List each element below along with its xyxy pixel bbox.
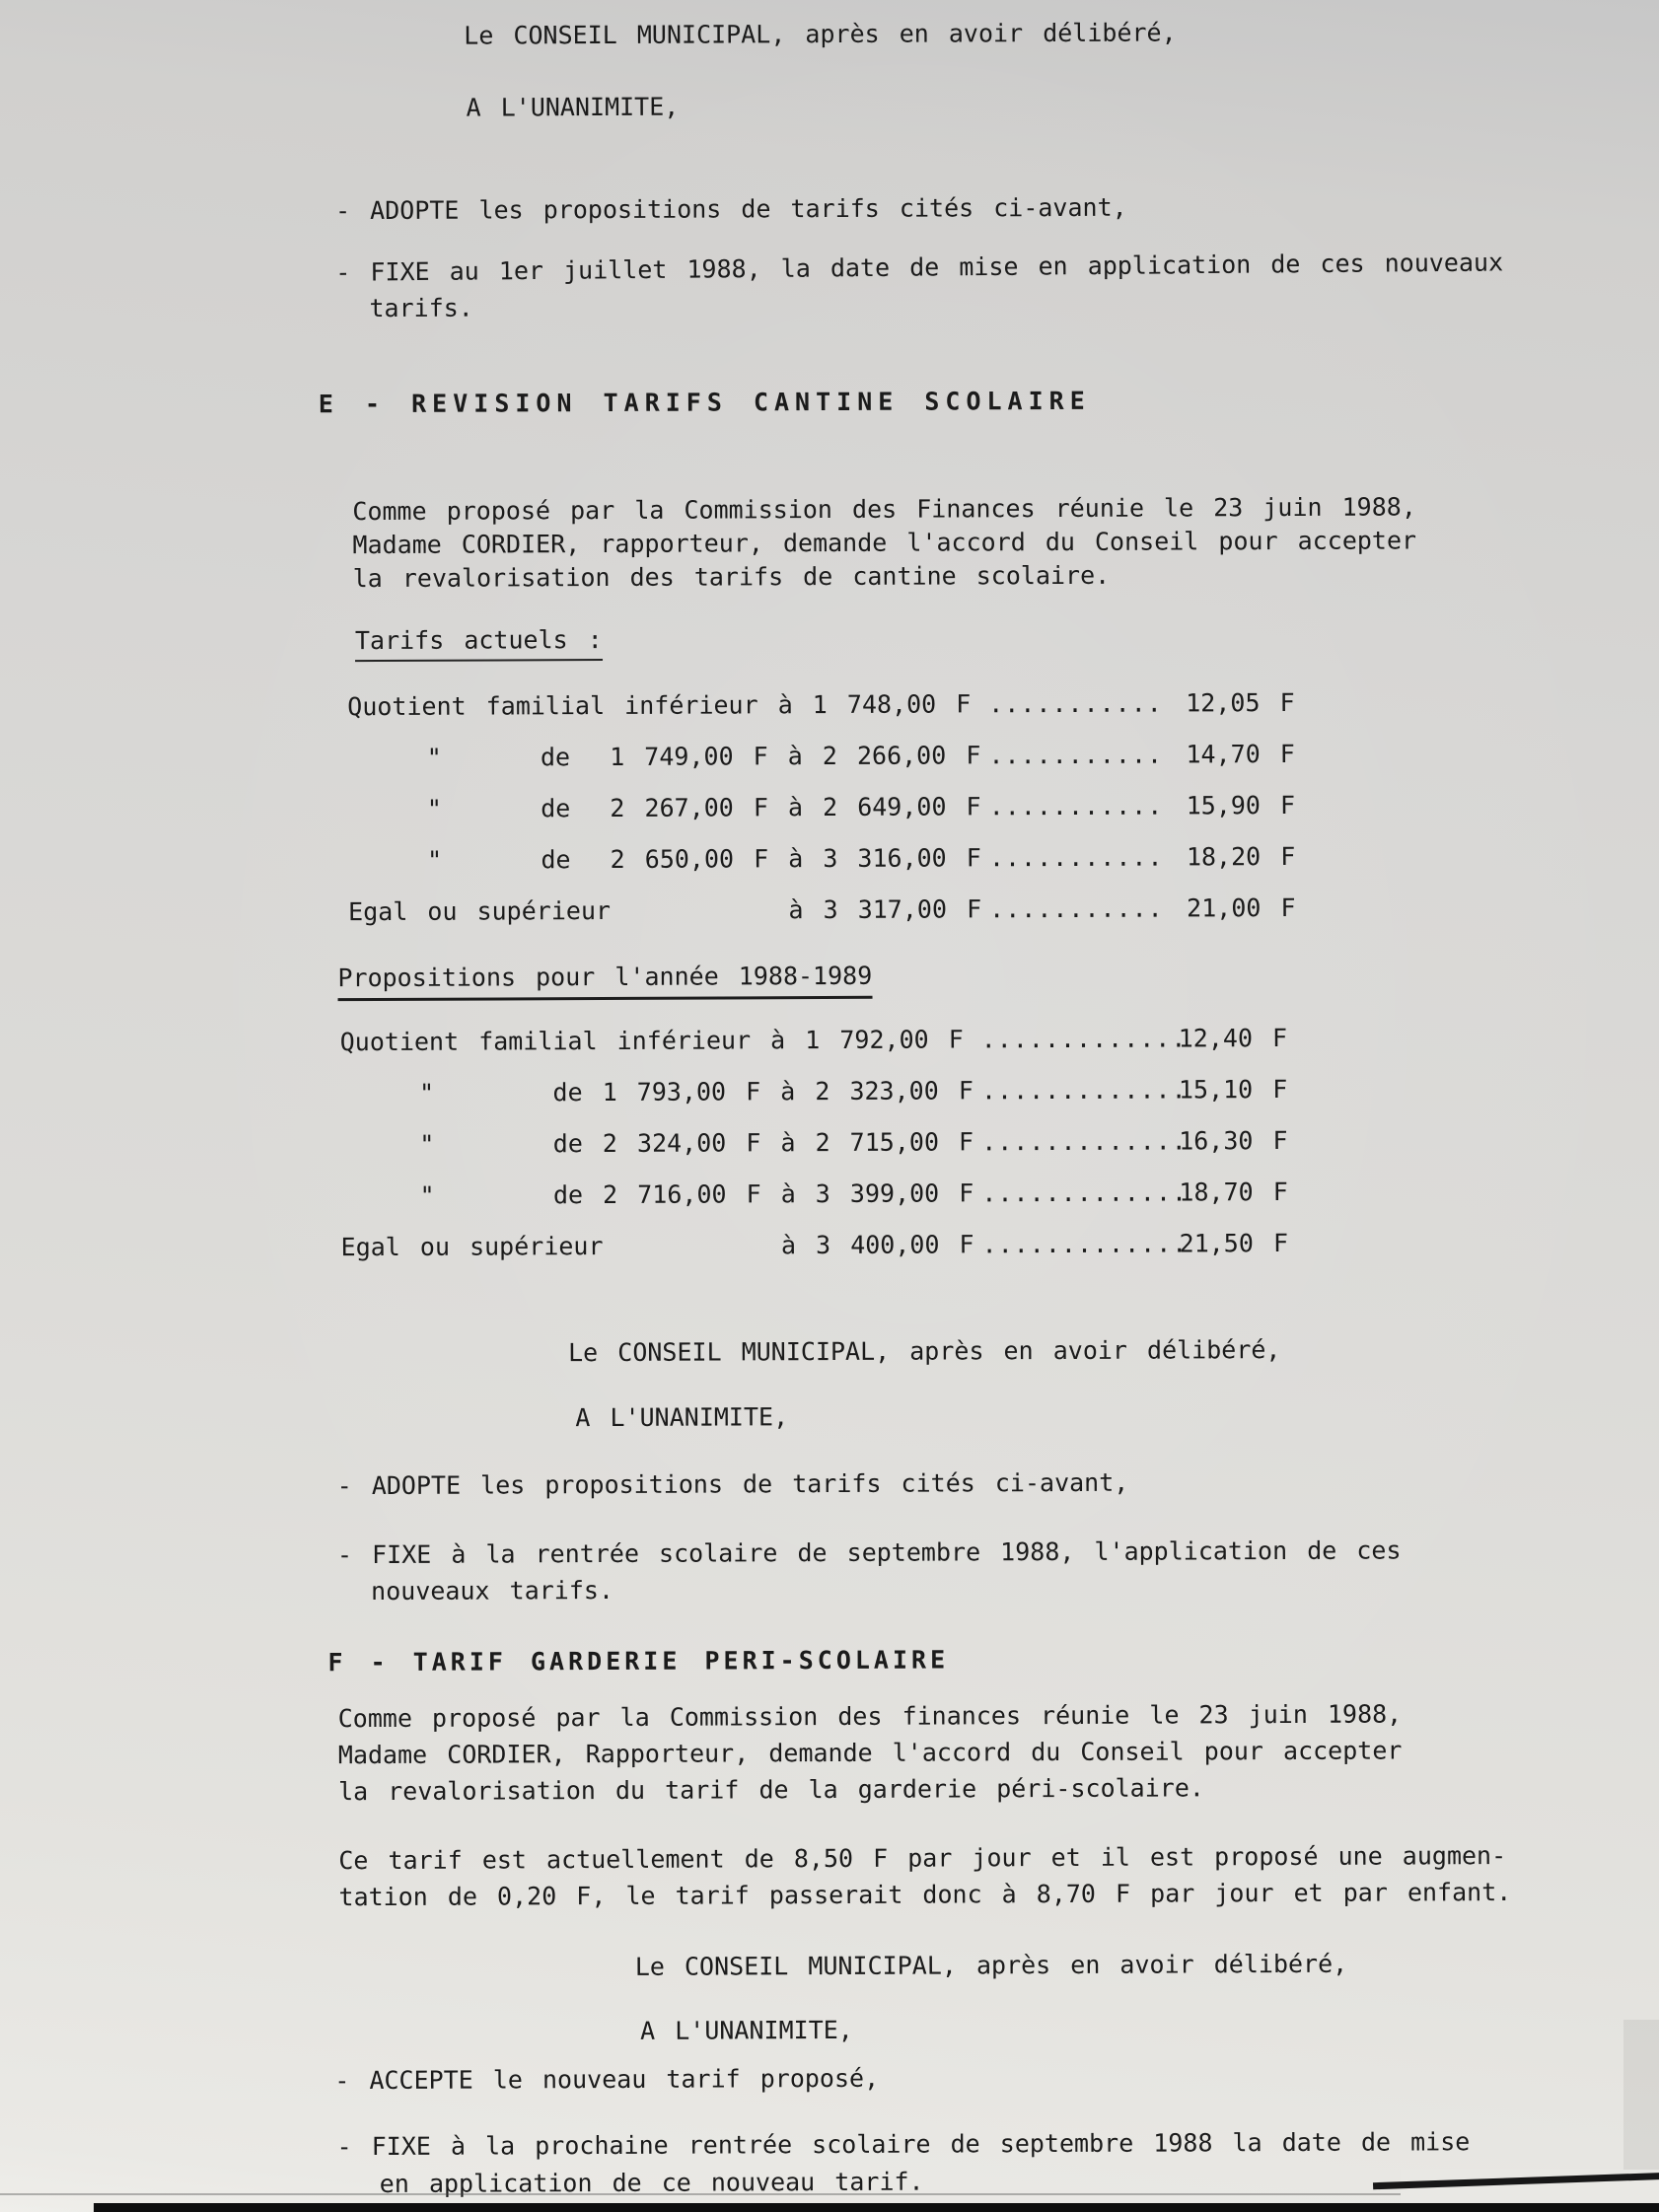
row-label: Quotient familial inférieur à 1 792,00 F <box>339 1025 964 1057</box>
row-value: 15,90 F <box>1186 790 1296 821</box>
row-dots: ........... <box>988 842 1164 873</box>
row-value: 12,05 F <box>1186 687 1295 718</box>
paragraph-line: Madame CORDIER, rapporteur, demande l'accord du Conseil pour accepter <box>352 526 1417 560</box>
table-row <box>340 1075 1288 1130</box>
list-item-fixe-line2: en application de ce nouveau tarif. <box>379 2167 924 2199</box>
paragraph-line: Madame CORDIER, Rapporteur, demande l'accord du Conseil pour accepter <box>337 1736 1403 1770</box>
table-row <box>348 791 1296 846</box>
section-e-heading: E - REVISION TARIFS CANTINE SCOLAIRE <box>318 386 1091 419</box>
table-row <box>347 740 1295 795</box>
row-label: " de 2 267,00 F à 2 649,00 F <box>347 792 981 824</box>
table-row <box>348 842 1296 897</box>
table-row <box>347 688 1295 744</box>
paragraph-line: Comme proposé par la Commission des Finances réunie le 23 juin 1988, <box>352 492 1416 527</box>
table-row <box>340 1177 1288 1233</box>
propositions-table <box>340 1024 1288 1284</box>
tarifs-actuels-table <box>347 688 1295 949</box>
section-f-heading: F - TARIF GARDERIE PERI-SCOLAIRE <box>327 1645 950 1677</box>
row-dots: ........... <box>988 688 1163 719</box>
row-label: " de 2 324,00 F à 2 715,00 F <box>340 1127 974 1160</box>
row-dots: ............. <box>980 1024 1188 1054</box>
row-dots: ............. <box>981 1229 1189 1259</box>
row-label: " de 1 793,00 F à 2 323,00 F <box>339 1076 974 1108</box>
row-value: 16,30 F <box>1179 1125 1288 1156</box>
row-label: " de 2 716,00 F à 3 399,00 F <box>340 1178 974 1211</box>
table-row <box>348 893 1296 949</box>
propositions-heading <box>337 962 872 993</box>
row-dots: ........... <box>988 740 1164 770</box>
list-item-fixe-line2: nouveaux tarifs. <box>371 1575 614 1606</box>
section-f-tarif-paragraph <box>338 1841 1511 1919</box>
propositions-label: Propositions pour l'année 1988-1989 <box>337 962 872 1001</box>
row-dots: ............. <box>981 1177 1189 1208</box>
list-item-adopte: - ADOPTE les propositions de tarifs cités ci-avant, <box>336 1467 1129 1501</box>
row-label: " de 2 650,00 F à 3 316,00 F <box>347 843 981 876</box>
row-value: 21,00 F <box>1187 892 1296 923</box>
row-value: 21,50 F <box>1179 1228 1289 1258</box>
table-row <box>340 1126 1288 1181</box>
deliberation-conseil-line: Le CONSEIL MUNICIPAL, après en avoir délibéré, <box>568 1335 1281 1368</box>
deliberation-unanimite-line: A L'UNANIMITE, <box>640 2015 853 2045</box>
list-item-fixe-line1: - FIXE à la prochaine rentrée scolaire de septembre 1988 la date de mise <box>336 2127 1471 2162</box>
row-value: 15,10 F <box>1178 1074 1288 1105</box>
paragraph-line: Comme proposé par la Commission des finances réunie le 23 juin 1988, <box>337 1699 1403 1734</box>
table-row <box>341 1229 1289 1284</box>
row-value: 18,20 F <box>1186 841 1296 872</box>
tarifs-actuels-heading <box>355 625 603 656</box>
table-row <box>340 1024 1288 1079</box>
row-dots: ............. <box>980 1075 1188 1106</box>
paragraph-line: la revalorisation du tarif de la garderie péri-scolaire. <box>337 1773 1204 1807</box>
section-f-intro <box>338 1699 1403 1814</box>
paragraph-line: tation de 0,20 F, le tarif passerait donc à 8,70 F par jour et par enfant. <box>338 1877 1512 1912</box>
row-label: " de 1 749,00 F à 2 266,00 F <box>347 741 981 773</box>
row-label: Egal ou supérieur à 3 400,00 F <box>340 1230 974 1262</box>
row-dots: ........... <box>988 791 1164 821</box>
list-item-fixe-line1: - FIXE à la rentrée scolaire de septembre 1988, l'application de ces <box>336 1535 1402 1570</box>
list-item-accepte: - ACCEPTE le nouveau tarif proposé, <box>334 2063 880 2096</box>
deliberation-conseil-line: Le CONSEIL MUNICIPAL, après en avoir délibéré, <box>464 18 1177 50</box>
row-dots: ........... <box>989 893 1164 924</box>
row-label: Egal ou supérieur à 3 317,00 F <box>348 894 982 927</box>
row-value: 14,70 F <box>1186 739 1295 769</box>
list-item-adopte: - ADOPTE les propositions de tarifs cités ci-avant, <box>334 192 1127 226</box>
row-dots: ............. <box>981 1126 1188 1157</box>
scan-bottom-edge <box>94 2203 1659 2212</box>
paragraph-line: Ce tarif est actuellement de 8,50 F par jour et il est proposé une augmen- <box>338 1841 1507 1876</box>
list-item-fixe-line1: - FIXE au 1er juillet 1988, la date de mise en application de ces nouveaux <box>335 248 1504 287</box>
section-e-intro <box>352 492 1416 598</box>
deliberation-conseil-line: Le CONSEIL MUNICIPAL, après en avoir délibéré, <box>634 1949 1348 1981</box>
row-value: 12,40 F <box>1178 1023 1288 1053</box>
row-value: 18,70 F <box>1179 1177 1288 1207</box>
deliberation-unanimite-line: A L'UNANIMITE, <box>575 1402 789 1433</box>
deliberation-unanimite-line: A L'UNANIMITE, <box>466 92 680 122</box>
row-label: Quotient familial inférieur à 1 748,00 F <box>347 689 972 722</box>
list-item-fixe-line2: tarifs. <box>369 293 473 323</box>
paragraph-line: la revalorisation des tarifs de cantine scolaire. <box>352 560 1111 594</box>
tarifs-actuels-label: Tarifs actuels : <box>355 625 603 662</box>
